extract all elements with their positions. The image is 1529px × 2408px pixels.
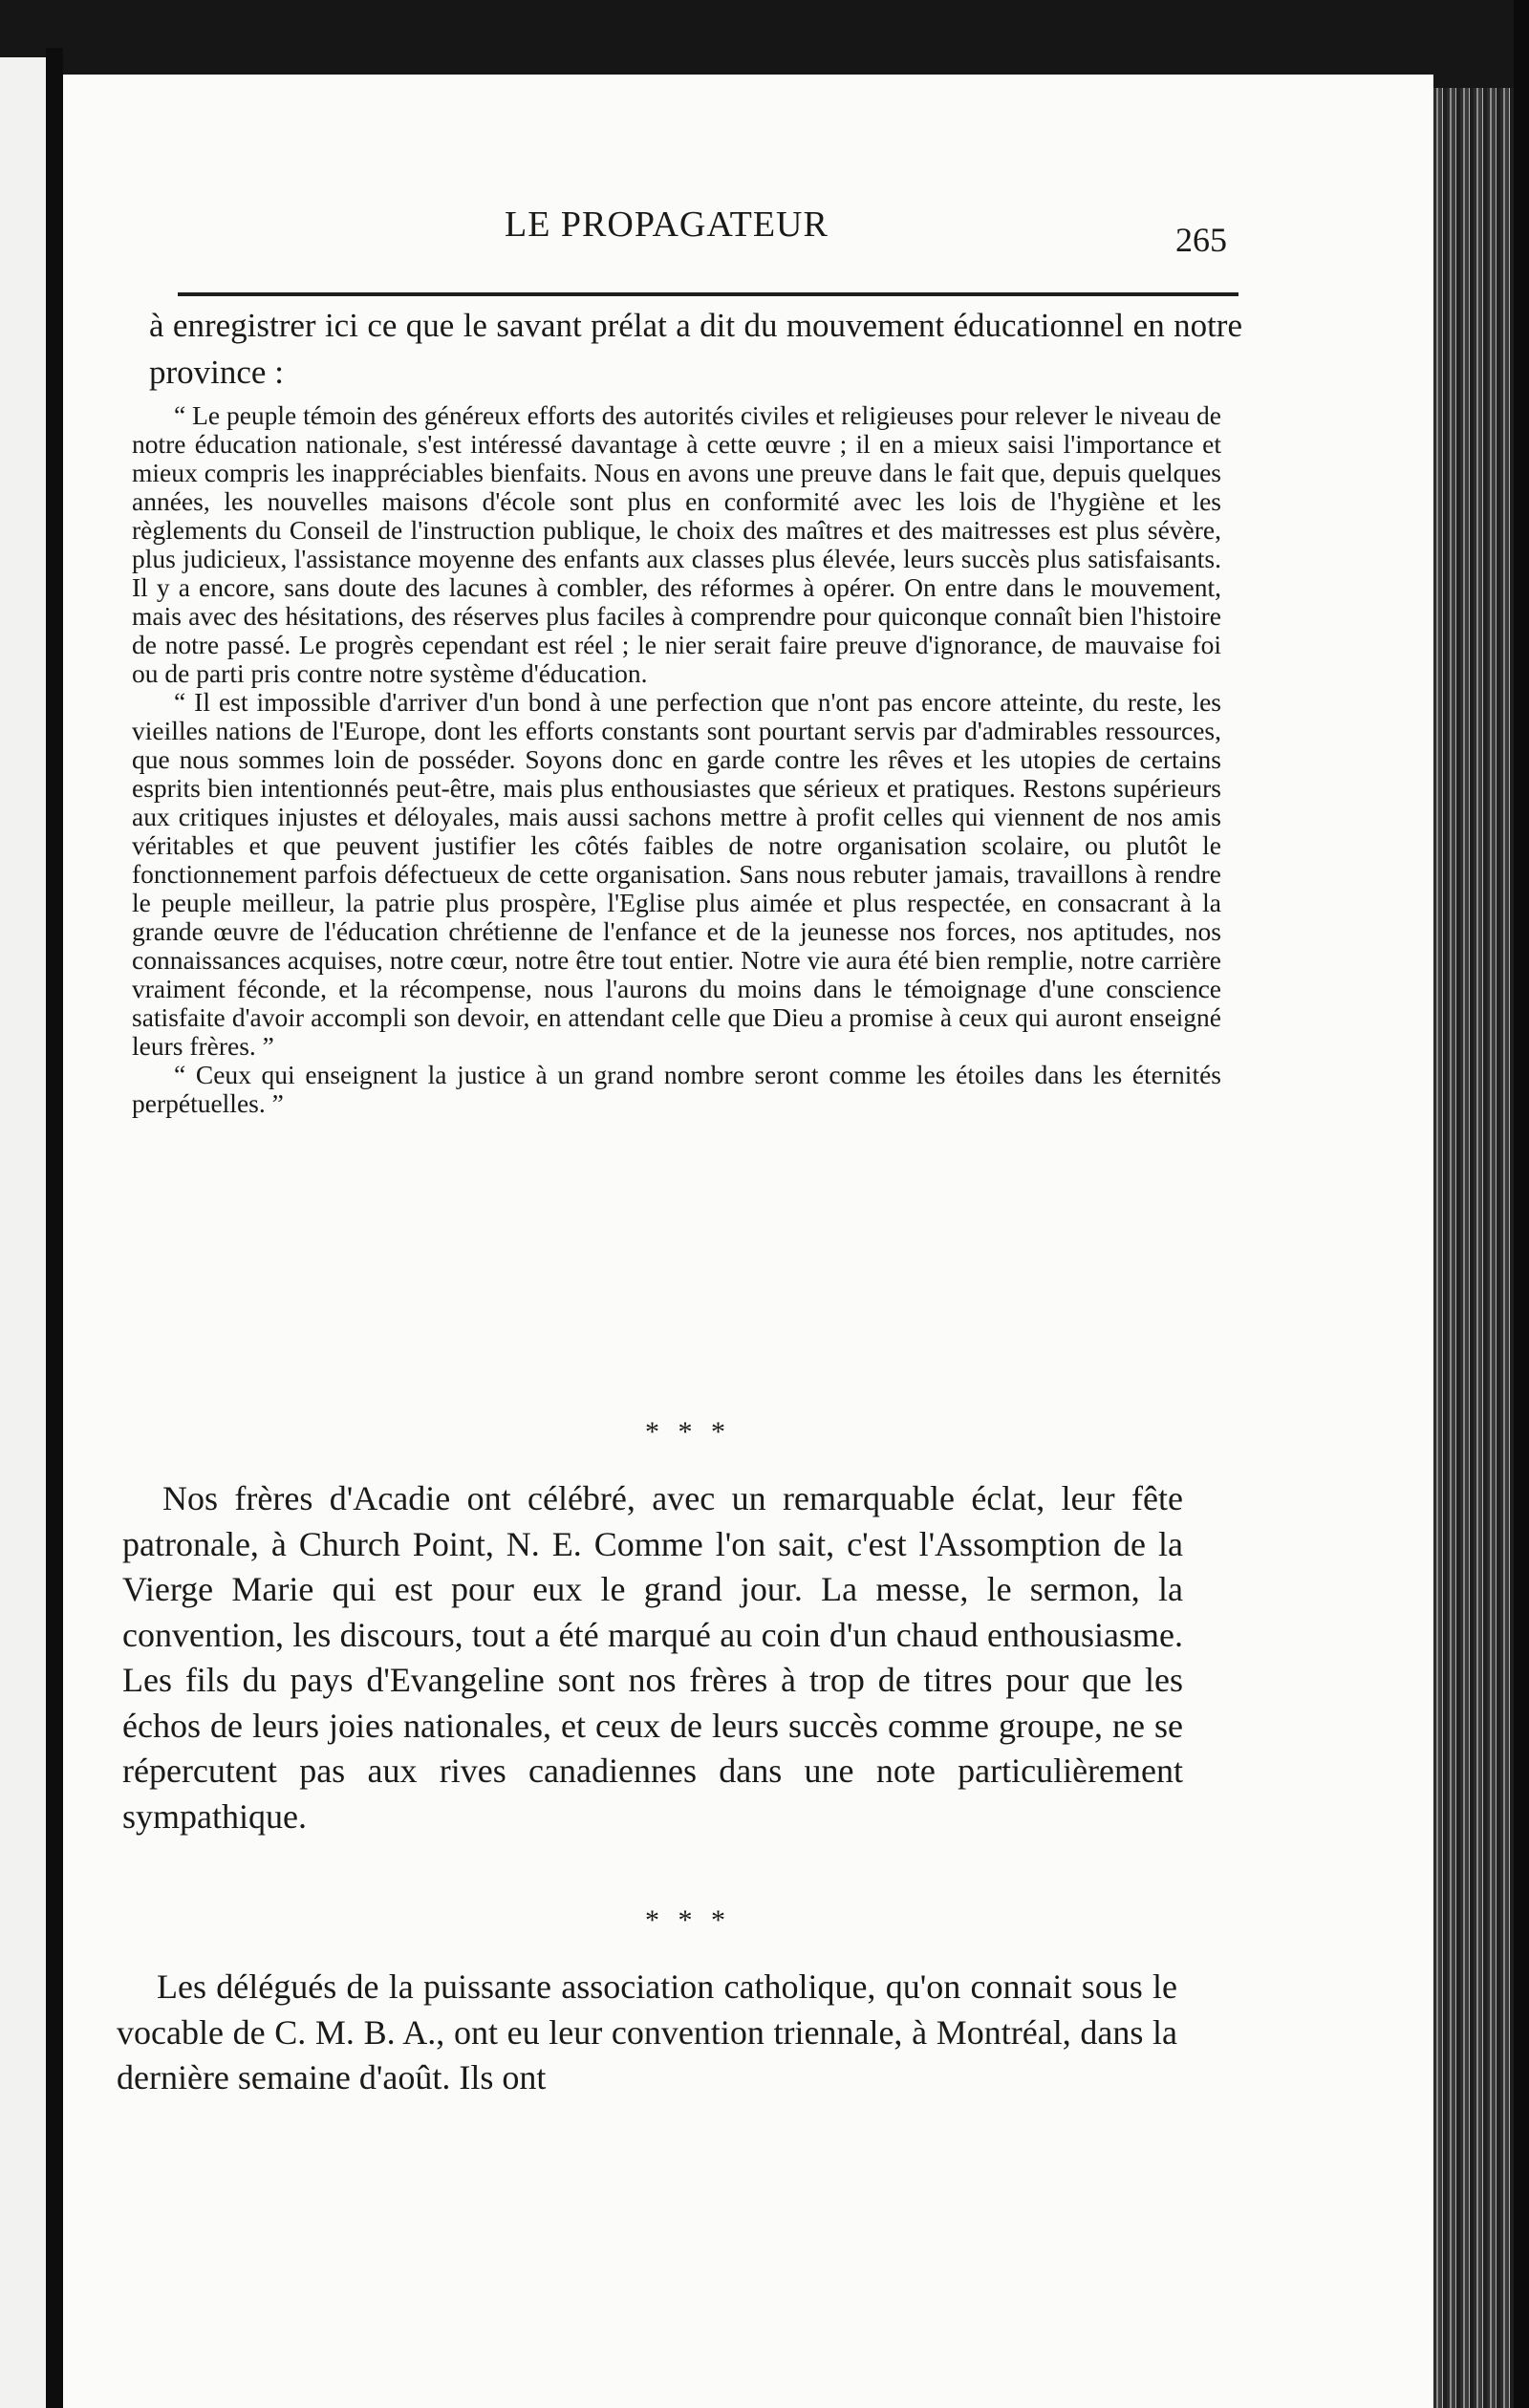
running-head-title: LE PROPAGATEUR [505,204,829,245]
quotation-block [132,401,1221,1118]
section-separator: * * * [645,1416,731,1448]
body-paragraph-acadie [122,1476,1183,1839]
page-number: 265 [1175,221,1227,259]
scan-right-border [1514,0,1529,2408]
paragraph-text: Les délégués de la puissante association catholique, qu'on connait sous le vocable de C. M. B. A., ont eu leur convention triennale, à Montréal, dans la dernière semaine d'août. Ils ont [117,1967,1177,2096]
header-rule [178,292,1238,296]
scan-left-margin [0,57,46,2408]
quote-paragraph: “ Le peuple témoin des généreux efforts des autorités civiles et religieuses pour relever le niveau de notre éducation nationale, s'est intéressé davantage à cette œuvre ; il en a mieux saisi l'importance et mieux compris les inappréciables bienfaits. Nous en avons une preuve dans le fait que, depuis quelques années, les nouvelles maisons d'école sont plus en conformité avec les lois de l'hygiène et les règlements du Conseil de l'instruction publique, le choix des maîtres et des maitresses est plus sévère, plus judicieux, l'assistance moyenne des enfants aux classes plus élevée, leurs succès plus satisfaisants. Il y a encore, sans doute des lacunes à combler, des réformes à opérer. On entre dans le mouvement, mais avec des hésitations, des réserves plus faciles à comprendre pour quiconque connaît bien l'histoire de notre passé. Le progrès cependant est réel ; le nier serait faire preuve d'ignorance, de mauvaise foi ou de parti pris contre notre système d'éducation. [132,400,1222,688]
paragraph-text: Nos frères d'Acadie ont célébré, avec un remarquable éclat, leur fête patronale, à Church Point, N. E. Comme l'on sait, c'est l'Assomption de la Vierge Marie qui est pour eux le grand jour. La messe, le sermon, la convention, les discours, tout a été marqué au coin d'un chaud enthousiasme. Les fils du pays d'Evangeline sont nos frères à trop de titres pour que les échos de leurs joies nationales, et ceux de leurs succès comme groupe, ne se répercutent pas aux rives canadiennes dans une note particulièrement sympathique. [122,1479,1183,1836]
quote-paragraph: “ Ceux qui enseignent la justice à un grand nombre seront comme les étoiles dans les éternités perpétuelles. ” [132,1060,1221,1118]
page-edges [1433,88,1514,2408]
section-separator: * * * [645,1904,731,1936]
quote-paragraph: “ Il est impossible d'arriver d'un bond à une perfection que n'ont pas encore atteinte, du reste, les vieilles nations de l'Europe, dont les efforts constants sont pourtant servis par d'admirables ressources, que nous sommes loin de posséder. Soyons donc en garde contre les rêves et les utopies de certains esprits bien intentionnés peut-être, mais plus enthousiastes que sérieux et pratiques. Restons supérieurs aux critiques injustes et déloyales, mais aussi sachons mettre à profit celles qui viennent de nos amis véritables et que peuvent justifier les côtés faibles de notre organisation scolaire, ou plutôt le fonctionnement parfois défectueux de cette organisation. Sans nous rebuter jamais, travaillons à rendre le peuple meilleur, la patrie plus prospère, l'Eglise plus aimée et plus respectée, en consacrant à la grande œuvre de l'éducation chrétienne de l'enfance et de la jeunesse nos forces, nos aptitudes, nos connaissances acquises, notre cœur, notre être tout entier. Notre vie aura été bien remplie, notre carrière vraiment féconde, et la récompense, nous l'aurons du moins dans le témoignage d'une conscience satisfaite d'avoir accompli son devoir, en attendant celle que Dieu a promise à ceux qui auront enseigné leurs frères. ” [132,687,1221,1061]
book-spine-shadow [46,48,63,2408]
intro-paragraph: à enregistrer ici ce que le savant prélat a dit du mouvement éducationnel en notre province : [149,307,1242,391]
body-paragraph-cmba [117,1965,1177,2101]
